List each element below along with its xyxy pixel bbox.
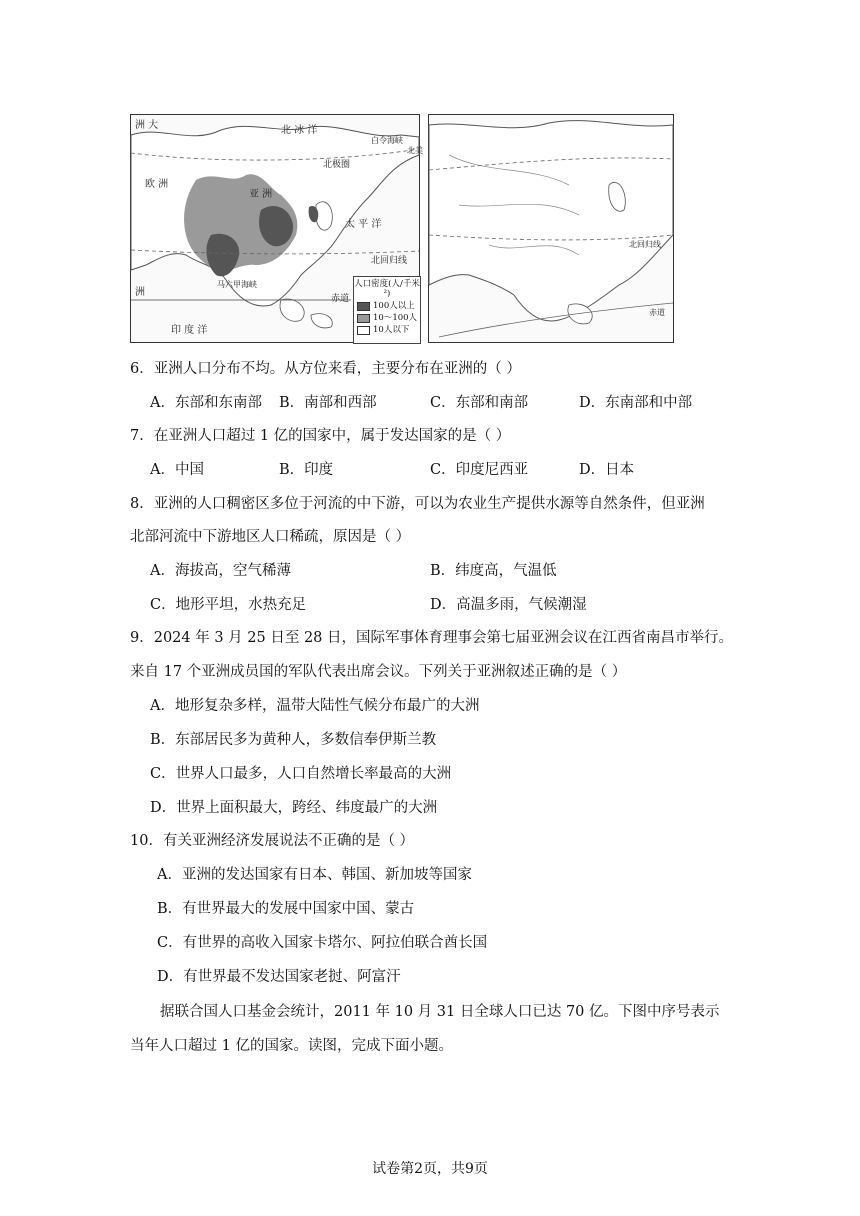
question-7-option-a: A．中国 (150, 462, 204, 478)
question-8-option-a: A．海拔高，空气稀薄 (150, 563, 291, 579)
density-legend (353, 276, 421, 344)
map-label-pacific: 太 平 洋 (345, 219, 382, 230)
map-label-north-america: 北美 (407, 146, 423, 155)
question-6-stem: 6．亚洲人口分布不均。从方位来看，主要分布在亚洲的（ ） (130, 361, 521, 377)
question-10-stem: 10．有关亚洲经济发展说法不正确的是（ ） (130, 833, 415, 849)
question-9-option-c: C．世界人口最多，人口自然增长率最高的大洲 (150, 766, 452, 782)
legend-item (354, 301, 420, 311)
map-label-top-left: 洲 大 (135, 120, 159, 131)
question-9-option-d: D．世界上面积最大，跨经、纬度最广的大洲 (150, 800, 438, 816)
intro-line-1: 据联合国人口基金会统计，2011 年 10 月 31 日全球人口已达 70 亿。下图中序号表示 (160, 1004, 720, 1020)
question-9-stem-line-1: 9．2024 年 3 月 25 日至 28 日，国际军事体育理事会第七届亚洲会议在江西省南昌市举行。 (130, 630, 734, 646)
map-label-europe: 欧 洲 (145, 179, 169, 190)
map-label-tropic: 北回归线 (371, 256, 408, 266)
page-footer: 试卷第2页，共9页 (372, 1161, 488, 1177)
question-10-option-a: A．亚洲的发达国家有日本、韩国、新加坡等国家 (157, 867, 472, 883)
question-7-option-c: C．印度尼西亚 (430, 462, 529, 478)
question-9-option-a: A．地形复杂多样，温带大陆性气候分布最广的大洲 (150, 698, 480, 714)
map-label-arctic-ocean: 北 冰 洋 (281, 125, 318, 136)
asia-outline-map (428, 114, 674, 343)
question-7-option-d: D．日本 (579, 462, 635, 478)
intro-line-2: 当年人口超过 1 亿的国家。读图，完成下面小题。 (130, 1038, 453, 1054)
map-right-tropic: 北回归线 (629, 240, 661, 249)
question-8-option-d: D．高温多雨，气候潮湿 (430, 597, 587, 613)
legend-swatch (357, 314, 370, 323)
question-6-option-b: B．南部和西部 (279, 395, 377, 411)
map-label-asia: 亚 洲 (249, 189, 273, 200)
question-9-option-b: B．东部居民多为黄种人，多数信奉伊斯兰教 (150, 732, 437, 748)
legend-item (354, 325, 420, 335)
question-7-option-b: B．印度 (279, 462, 334, 478)
question-8-stem-line-2: 北部河流中下游地区人口稀疏，原因是（ ） (130, 529, 411, 545)
legend-swatch (357, 326, 370, 335)
question-8-option-c: C．地形平坦，水热充足 (150, 597, 307, 613)
map-right-drawing (429, 115, 673, 342)
question-6-option-d: D．东南部和中部 (579, 395, 693, 411)
question-8-stem-line-1: 8．亚洲的人口稠密区多位于河流的中下游，可以为农业生产提供水源等自然条件，但亚洲 (130, 496, 705, 512)
legend-label: 100人以上 (373, 301, 415, 311)
asia-population-map (130, 114, 423, 343)
legend-item (354, 313, 420, 323)
question-8-option-b: B．纬度高，气温低 (430, 563, 557, 579)
map-label-africa: 洲 (135, 287, 145, 298)
question-7-stem: 7．在亚洲人口超过 1 亿的国家中，属于发达国家的是（ ） (130, 428, 511, 444)
map-label-malacca: 马六甲海峡 (217, 280, 257, 289)
map-right-equator: 赤道 (649, 308, 665, 317)
legend-label: 10人以下 (373, 325, 410, 335)
map-label-indian-ocean: 印 度 洋 (171, 325, 208, 336)
question-9-stem-line-2: 来自 17 个亚洲成员国的军队代表出席会议。下列关于亚洲叙述正确的是（ ） (130, 664, 627, 680)
question-10-option-b: B．有世界最大的发展中国家中国、蒙古 (157, 901, 415, 917)
question-6-option-c: C．东部和南部 (430, 395, 529, 411)
question-6-option-a: A．东部和东南部 (150, 395, 262, 411)
question-10-option-d: D．有世界最不发达国家老挝、阿富汗 (157, 969, 401, 985)
legend-label: 10～100人 (373, 313, 418, 323)
legend-title: 人口密度(人/千米²) (354, 279, 420, 299)
map-label-equator: 赤道 (331, 294, 350, 304)
question-10-option-c: C．有世界的高收入国家卡塔尔、阿拉伯联合酋长国 (157, 935, 488, 951)
map-label-arctic-circle: 北极圈 (323, 160, 351, 170)
legend-swatch (357, 302, 370, 311)
map-label-bering: 白令海峡 (371, 136, 403, 145)
